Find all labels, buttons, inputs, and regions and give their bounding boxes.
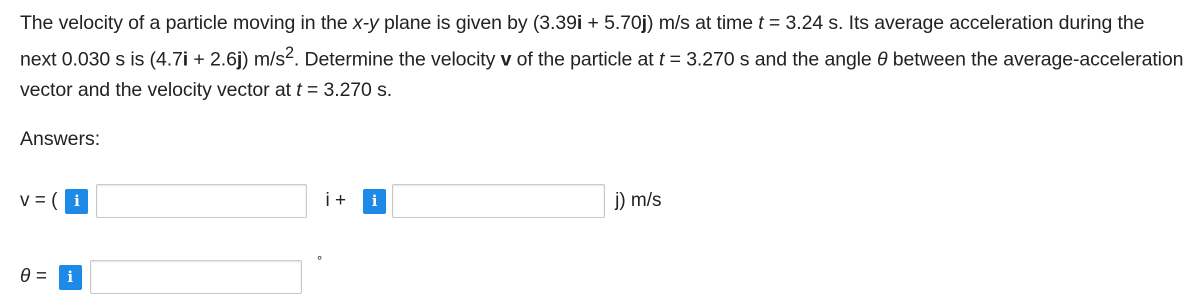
i-plus-label: i +	[325, 190, 347, 211]
question-part: + 5.70	[582, 12, 642, 34]
question-var: θ	[876, 48, 888, 71]
question-part: . Determine the velocity	[293, 48, 501, 71]
question-part: = 3.270 s.	[301, 78, 393, 101]
question-part: plane is given by (3.39	[378, 12, 577, 34]
question-part: + 2.6	[188, 48, 237, 71]
question-part: of the particle at	[511, 48, 659, 71]
question-var: x-y	[352, 12, 379, 34]
question-var: t	[758, 12, 764, 34]
velocity-j-component-input[interactable]	[392, 184, 605, 218]
theta-label: θ =	[20, 266, 47, 287]
velocity-answer-row	[20, 183, 662, 219]
question-part: = 3.270 s and the angle	[664, 48, 877, 71]
question-part: The velocity of a particle moving in the	[20, 12, 353, 34]
info-icon[interactable]: i	[59, 265, 82, 290]
question-part: ) m/s at time	[646, 12, 759, 34]
info-icon[interactable]: i	[65, 189, 88, 214]
question-var: t	[658, 48, 665, 71]
question-unit-vector: i	[576, 12, 583, 34]
question-unit-vector: j	[236, 48, 243, 71]
theta-answer-row	[20, 259, 302, 295]
answers-heading: Answers:	[20, 128, 101, 150]
question-vector: v	[500, 48, 512, 71]
question-text	[20, 8, 1185, 105]
theta-input[interactable]	[90, 260, 302, 294]
question-unit-vector: i	[182, 48, 189, 71]
question-part: ) m/s	[242, 48, 285, 71]
velocity-i-component-input[interactable]	[96, 184, 307, 218]
degree-symbol: °	[317, 253, 323, 268]
info-icon[interactable]: i	[363, 189, 386, 214]
question-unit-vector: j	[641, 12, 647, 34]
question-part: between the average-acceleration vector and the velocity vector at	[20, 48, 1184, 101]
velocity-label: v = (	[20, 190, 58, 211]
question-part: = 3.24 s. Its average acceleration during the next 0.030 s is (4.7	[20, 12, 1145, 71]
question-var: t	[296, 78, 302, 101]
velocity-units-label: j) m/s	[615, 190, 662, 211]
question-superscript: 2	[284, 44, 294, 62]
